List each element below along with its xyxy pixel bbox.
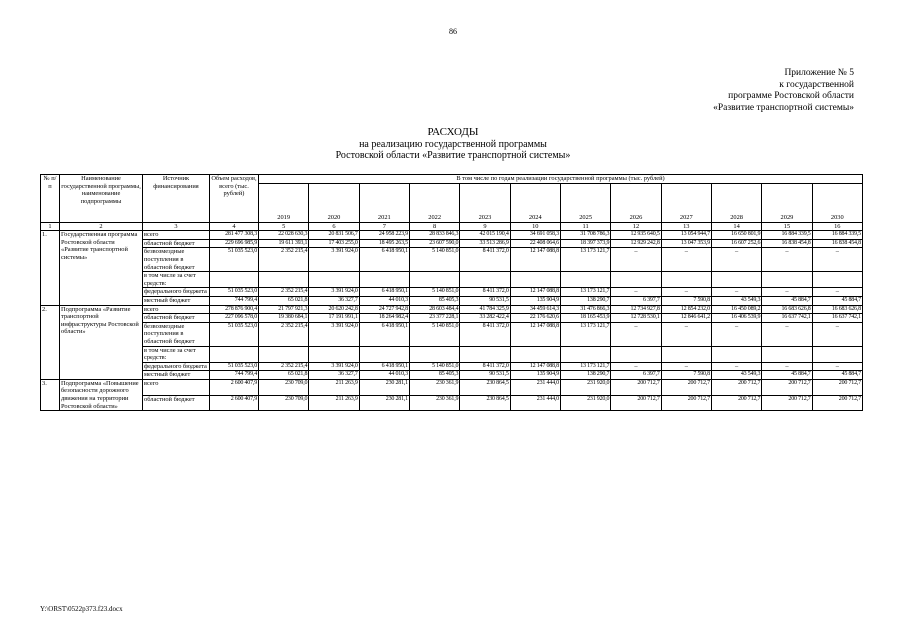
year-value: 230 281,1 [359, 395, 409, 411]
year-value: 45 884,7 [812, 371, 862, 380]
year-value: 12 734 927,8 [611, 305, 661, 314]
column-index-row [41, 222, 863, 231]
funding-source: областной бюджет [143, 395, 210, 411]
year-value: 200 712,7 [812, 395, 862, 411]
year-value [611, 346, 661, 362]
header-source: Источник финансирования [143, 175, 210, 223]
year-value: – [611, 322, 661, 346]
year-value: 24 727 942,8 [359, 305, 409, 314]
funding-source: всего [143, 305, 210, 314]
year-value: 16 637 742,1 [812, 314, 862, 323]
header-total: Объем расходов, всего (тыс. рублей) [210, 175, 259, 223]
year-value [510, 272, 560, 288]
year-value: 2 352 215,4 [259, 322, 309, 346]
year-value: 85 405,3 [409, 296, 459, 305]
year-value: 16 450 089,2 [711, 305, 761, 314]
header-year: 2025 [560, 183, 610, 222]
funding-source: в том числе за счет средств: [143, 272, 210, 288]
year-value: – [762, 322, 812, 346]
column-index: 3 [143, 222, 210, 231]
header-year: 2023 [460, 183, 510, 222]
year-value: – [661, 322, 711, 346]
year-value [259, 272, 309, 288]
year-value: 13 173 121,7 [560, 362, 610, 371]
table-row [41, 362, 863, 371]
year-value: 231 920,0 [560, 379, 610, 395]
funding-source: в том числе за счет средств: [143, 346, 210, 362]
year-value: 19 611 393,1 [259, 239, 309, 248]
column-index: 11 [560, 222, 610, 231]
year-value: – [661, 288, 711, 297]
column-index: 5 [259, 222, 309, 231]
year-value: 65 021,8 [259, 296, 309, 305]
total-value: 744 799,4 [210, 296, 259, 305]
table-row [41, 395, 863, 411]
year-value: – [812, 248, 862, 272]
year-value [661, 346, 711, 362]
year-value: 41 784 325,9 [460, 305, 510, 314]
year-value: 22 176 620,6 [510, 314, 560, 323]
year-value: 16 683 626,8 [812, 305, 862, 314]
year-value [711, 346, 761, 362]
column-index: 2 [60, 222, 143, 231]
year-value: 138 290,7 [560, 296, 610, 305]
year-value [661, 272, 711, 288]
year-value: 45 884,7 [762, 296, 812, 305]
year-value [460, 346, 510, 362]
year-value [711, 272, 761, 288]
header-no: № п/п [41, 175, 60, 223]
year-value: 231 444,0 [510, 379, 560, 395]
header-row [41, 175, 863, 184]
year-value: 230 281,1 [359, 379, 409, 395]
year-value: 90 531,5 [460, 296, 510, 305]
year-value: 21 797 921,3 [259, 305, 309, 314]
year-value: 22 028 630,3 [259, 231, 309, 240]
year-value: 200 712,7 [611, 379, 661, 395]
year-value: 24 958 223,9 [359, 231, 409, 240]
expenses-table [40, 174, 863, 411]
funding-source: федерального бюджета [143, 362, 210, 371]
year-value: 6 418 950,1 [359, 288, 409, 297]
table-row [41, 272, 863, 288]
year-value: 16 884 339,5 [812, 231, 862, 240]
year-value: 20 620 242,8 [309, 305, 359, 314]
total-value: 2 600 407,9 [210, 395, 259, 411]
year-value: 6 397,7 [611, 371, 661, 380]
total-value: 229 696 985,9 [210, 239, 259, 248]
year-value: 16 884 339,5 [762, 231, 812, 240]
year-value: 3 391 924,0 [309, 322, 359, 346]
table-row [41, 322, 863, 346]
year-value [762, 272, 812, 288]
year-value: 31 708 786,3 [560, 231, 610, 240]
annex-block [713, 68, 854, 114]
year-value: 45 884,7 [762, 371, 812, 380]
annex-line: к государственной [779, 79, 854, 90]
year-value: 12 147 088,8 [510, 288, 560, 297]
year-value: 231 920,0 [560, 395, 610, 411]
year-value: 8 411 372,0 [460, 248, 510, 272]
header-year: 2027 [661, 183, 711, 222]
table-row [41, 371, 863, 380]
year-value: 8 411 372,0 [460, 362, 510, 371]
column-index: 14 [711, 222, 761, 231]
year-value: 43 549,3 [711, 296, 761, 305]
year-value: 3 391 924,0 [309, 248, 359, 272]
year-value: 211 263,9 [309, 395, 359, 411]
year-value: 23 377 228,1 [409, 314, 459, 323]
year-value: – [812, 362, 862, 371]
year-value: 16 683 626,8 [762, 305, 812, 314]
title-line: РАСХОДЫ [427, 126, 479, 138]
year-value: 45 884,7 [812, 296, 862, 305]
column-index: 10 [510, 222, 560, 231]
year-value: 33 282 422,4 [460, 314, 510, 323]
column-index: 13 [661, 222, 711, 231]
annex-line: «Развитие транспортной системы» [713, 102, 854, 113]
year-value: 5 140 851,0 [409, 248, 459, 272]
year-value: 13 173 121,7 [560, 288, 610, 297]
year-value: 12 929 242,8 [611, 239, 661, 248]
year-value: 200 712,7 [711, 379, 761, 395]
year-value: 8 411 372,0 [460, 322, 510, 346]
column-index: 9 [460, 222, 510, 231]
annex-line: программе Ростовской области [728, 91, 854, 101]
year-value: 12 147 088,8 [510, 322, 560, 346]
year-value: 2 352 215,4 [259, 248, 309, 272]
year-value: – [661, 362, 711, 371]
year-value: – [762, 362, 812, 371]
year-value [560, 272, 610, 288]
year-value: – [762, 288, 812, 297]
year-value: 12 147 088,8 [510, 362, 560, 371]
year-value: 42 015 190,4 [460, 231, 510, 240]
funding-source: всего [143, 231, 210, 240]
header-year: 2024 [510, 183, 560, 222]
year-value: 65 021,8 [259, 371, 309, 380]
year-value: – [711, 248, 761, 272]
year-value: 18 165 453,9 [560, 314, 610, 323]
year-value: – [812, 288, 862, 297]
year-value: 7 590,8 [661, 371, 711, 380]
program-number: 3. [41, 379, 60, 410]
title-line: Ростовской области «Развитие транспортной системы» [335, 150, 571, 161]
year-value: – [661, 248, 711, 272]
program-name: Государственная программа Ростовской области «Развитие транспортной системы» [60, 231, 143, 305]
year-value: 6 418 950,1 [359, 248, 409, 272]
total-value: 278 876 900,4 [210, 305, 259, 314]
year-value: 2 352 215,4 [259, 288, 309, 297]
year-value: 231 444,0 [510, 395, 560, 411]
year-value [359, 272, 409, 288]
year-value: 200 712,7 [711, 395, 761, 411]
document-title [0, 127, 906, 162]
year-value: 13 173 121,7 [560, 248, 610, 272]
year-value: 12 728 530,1 [611, 314, 661, 323]
year-value: 200 712,7 [611, 395, 661, 411]
year-value: 28 603 484,4 [409, 305, 459, 314]
year-value: 8 411 372,0 [460, 288, 510, 297]
year-value: – [812, 322, 862, 346]
year-value: 90 531,5 [460, 371, 510, 380]
year-value: 18 495 263,5 [359, 239, 409, 248]
year-value [359, 346, 409, 362]
year-value: 12 147 088,8 [510, 248, 560, 272]
column-index: 4 [210, 222, 259, 231]
column-index: 12 [611, 222, 661, 231]
total-value: 281 477 308,3 [210, 231, 259, 240]
year-value [510, 346, 560, 362]
year-value: 34 691 058,3 [510, 231, 560, 240]
year-value: 85 405,3 [409, 371, 459, 380]
year-value: 13 047 353,9 [661, 239, 711, 248]
page-number: 86 [449, 27, 457, 36]
funding-source: безвозмездные поступления в областной бюджет [143, 322, 210, 346]
year-value: 12 935 640,5 [611, 231, 661, 240]
total-value [210, 272, 259, 288]
year-value [560, 346, 610, 362]
year-value: 135 904,9 [510, 296, 560, 305]
year-value: 44 010,3 [359, 371, 409, 380]
year-value: 36 327,7 [309, 296, 359, 305]
year-value [762, 346, 812, 362]
year-value: 23 607 590,0 [409, 239, 459, 248]
funding-source: всего [143, 379, 210, 395]
year-value: 138 290,7 [560, 371, 610, 380]
total-value: 51 035 523,0 [210, 362, 259, 371]
year-value: 31 476 866,3 [560, 305, 610, 314]
program-number: 1. [41, 231, 60, 305]
year-value: 6 418 950,1 [359, 322, 409, 346]
year-value: 200 712,7 [661, 379, 711, 395]
year-value: 5 140 851,0 [409, 362, 459, 371]
year-value: 211 263,9 [309, 379, 359, 395]
year-value: 17 403 255,0 [309, 239, 359, 248]
year-value [309, 272, 359, 288]
table-row [41, 305, 863, 314]
column-index: 7 [359, 222, 409, 231]
year-value: 13 173 121,7 [560, 322, 610, 346]
funding-source: безвозмездные поступления в областной бюджет [143, 248, 210, 272]
year-value: 13 054 944,7 [661, 231, 711, 240]
year-value [409, 272, 459, 288]
table-row [41, 248, 863, 272]
table-row [41, 239, 863, 248]
table-row [41, 288, 863, 297]
total-value: 227 096 578,0 [210, 314, 259, 323]
year-value [812, 346, 862, 362]
year-value: 2 352 215,4 [259, 362, 309, 371]
year-value: 12 846 641,2 [661, 314, 711, 323]
table-row [41, 379, 863, 395]
total-value: 744 799,4 [210, 371, 259, 380]
year-value: – [611, 248, 661, 272]
year-value: 36 327,7 [309, 371, 359, 380]
year-value: 6 418 950,1 [359, 362, 409, 371]
funding-source: местный бюджет [143, 296, 210, 305]
year-value [309, 346, 359, 362]
total-value: 51 035 523,0 [210, 248, 259, 272]
year-value: 5 140 851,0 [409, 288, 459, 297]
header-year: 2029 [762, 183, 812, 222]
year-value [611, 272, 661, 288]
table-body [41, 222, 863, 411]
table-row [41, 231, 863, 240]
year-value: 34 459 614,3 [510, 305, 560, 314]
funding-source: областной бюджет [143, 314, 210, 323]
column-index: 6 [309, 222, 359, 231]
annex-line: Приложение № 5 [784, 68, 854, 78]
program-number: 2. [41, 305, 60, 379]
year-value: 22 408 064,6 [510, 239, 560, 248]
total-value: 2 600 407,9 [210, 379, 259, 395]
program-name: Подпрограмма «Развитие транспортной инфраструктуры Ростовской области» [60, 305, 143, 379]
header-year: 2019 [259, 183, 309, 222]
year-value: 230 361,9 [409, 395, 459, 411]
year-value: 16 838 454,8 [812, 239, 862, 248]
year-value: 200 712,7 [661, 395, 711, 411]
year-value: 18 264 982,4 [359, 314, 409, 323]
year-value: – [611, 288, 661, 297]
table-row [41, 296, 863, 305]
year-value: 12 854 232,0 [661, 305, 711, 314]
funding-source: местный бюджет [143, 371, 210, 380]
year-value: 200 712,7 [762, 379, 812, 395]
year-value: 230 864,5 [460, 379, 510, 395]
year-value: 16 406 539,9 [711, 314, 761, 323]
header-year: 2021 [359, 183, 409, 222]
header-name: Наименование государственной программы, наименование подпрограммы [60, 175, 143, 223]
year-value [460, 272, 510, 288]
funding-source: федерального бюджета [143, 288, 210, 297]
header-year: 2022 [409, 183, 459, 222]
year-value: 135 904,9 [510, 371, 560, 380]
footer-path: Y:\ORST\0522p373.f23.docx [40, 605, 123, 613]
funding-source: областной бюджет [143, 239, 210, 248]
total-value: 51 035 523,0 [210, 322, 259, 346]
year-value: – [762, 248, 812, 272]
year-value: 230 709,0 [259, 395, 309, 411]
year-value: 200 712,7 [812, 379, 862, 395]
table-row [41, 314, 863, 323]
year-value [409, 346, 459, 362]
header-year: 2030 [812, 183, 862, 222]
year-value: 3 391 924,0 [309, 362, 359, 371]
year-value: – [611, 362, 661, 371]
title-line: на реализацию государственной программы [359, 138, 547, 150]
year-value: 20 831 506,7 [309, 231, 359, 240]
column-index: 16 [812, 222, 862, 231]
header-year: 2028 [711, 183, 761, 222]
year-value: 16 650 801,9 [711, 231, 761, 240]
year-value: 16 607 252,6 [711, 239, 761, 248]
header-year: 2026 [611, 183, 661, 222]
year-value: 5 140 851,0 [409, 322, 459, 346]
year-value: 230 361,9 [409, 379, 459, 395]
column-index: 8 [409, 222, 459, 231]
total-value [210, 346, 259, 362]
year-value: 18 397 373,9 [560, 239, 610, 248]
table-row [41, 346, 863, 362]
year-value: 230 864,5 [460, 395, 510, 411]
year-value: 33 513 286,9 [460, 239, 510, 248]
year-value: 200 712,7 [762, 395, 812, 411]
year-value: – [711, 362, 761, 371]
year-value: 230 709,0 [259, 379, 309, 395]
year-value: – [711, 288, 761, 297]
year-value: 17 191 991,1 [309, 314, 359, 323]
total-value: 51 035 523,0 [210, 288, 259, 297]
column-index: 1 [41, 222, 60, 231]
year-value: – [711, 322, 761, 346]
year-value: 16 637 742,1 [762, 314, 812, 323]
year-value: 44 010,3 [359, 296, 409, 305]
year-value: 16 838 454,8 [762, 239, 812, 248]
header-by-years: В том числе по годам реализации государственной программы (тыс. рублей) [259, 175, 863, 184]
year-value: 19 380 684,1 [259, 314, 309, 323]
year-value [259, 346, 309, 362]
year-value: 7 590,8 [661, 296, 711, 305]
year-value: 28 833 846,3 [409, 231, 459, 240]
year-value: 3 391 924,0 [309, 288, 359, 297]
header-year: 2020 [309, 183, 359, 222]
column-index: 15 [762, 222, 812, 231]
program-name: Подпрограмма «Повышение безопасности дорожного движения на территории Ростовской области» [60, 379, 143, 410]
year-value: 43 549,3 [711, 371, 761, 380]
year-value [812, 272, 862, 288]
year-value: 6 397,7 [611, 296, 661, 305]
